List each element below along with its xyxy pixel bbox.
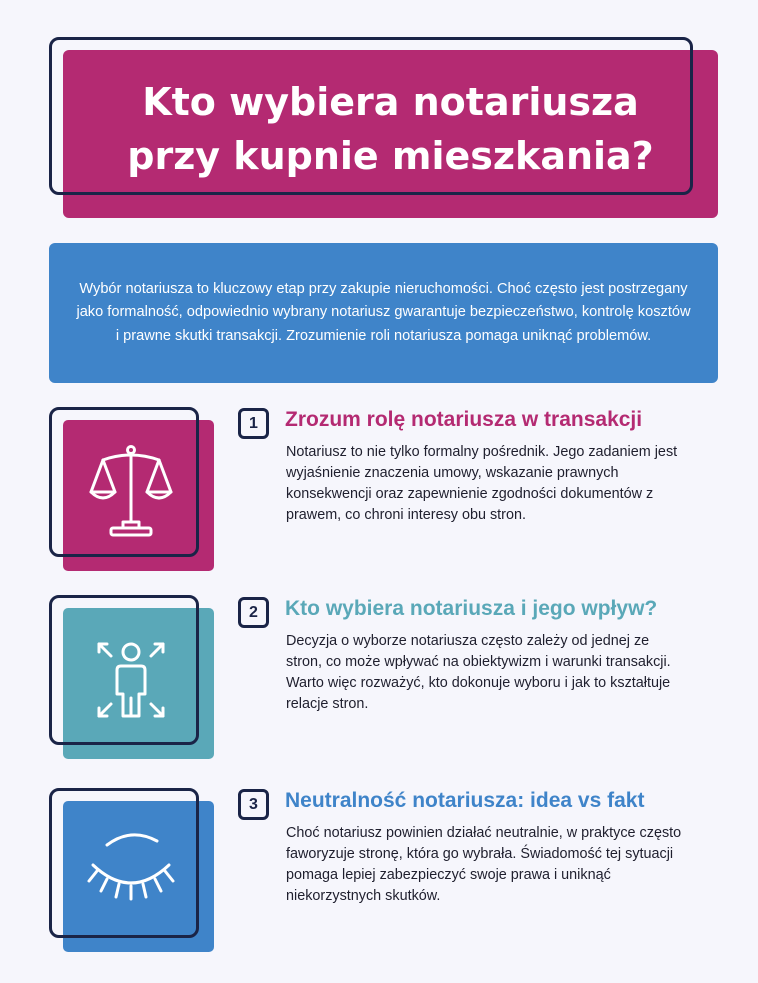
step-2-body-line: stron, co może wpływać na obiektywizm i warunki transakcji. [286, 654, 671, 670]
page-title-line-2: przy kupnie mieszkania? [127, 134, 654, 178]
step-2-body-line: Decyzja o wyborze notariusza często zależy od jednej ze [286, 633, 650, 649]
step-1-title: Zrozum rolę notariusza w transakcji [285, 408, 643, 431]
page-title [63, 50, 718, 218]
step-3-tile [49, 788, 214, 953]
intro-text: Wybór notariusza to kluczowy etap przy zakupie nieruchomości. Choć często jest postrzegany jako formalność, odpowiednio wybrany notariusz gwarantuje bezpieczeństwo, kontrolę kosztów i prawne skutki transakcji. Zrozumienie roli notariusza pomaga uniknąć problemów. [76, 280, 691, 344]
title-card [49, 37, 719, 219]
step-2-number: 2 [238, 597, 269, 628]
page-title-line-1: Kto wybiera notariusza [142, 80, 639, 124]
step-3-body-line: Choć notariusz powinien działać neutralnie, w praktyce często [286, 825, 682, 841]
intro-box [49, 243, 718, 383]
person-arrows-icon [63, 608, 214, 759]
scales-icon [63, 420, 214, 571]
step-2-body-line: Warto więc rozważyć, kto dokonuje wyboru i jak to kształtuje [286, 675, 671, 691]
step-3-body-line: faworyzuje stronę, która go wybrała. Świadomość tej sytuacji [286, 846, 674, 862]
closed-eye-icon [63, 801, 214, 952]
step-1-body-line: Notariusz to nie tylko formalny pośrednik. Jego zadaniem jest [286, 444, 678, 460]
step-3-body-line: niekorzystnych skutków. [286, 888, 441, 904]
step-1-body-line: konsekwencji oraz zapewnienie zgodności dokumentów z [286, 486, 654, 502]
step-3-body [286, 823, 716, 907]
step-2-body [286, 631, 716, 715]
step-1-body-line: prawem, co chroni interesy obu stron. [286, 507, 526, 523]
step-1-body-line: wyjaśnienie znaczenia umowy, wskazanie prawnych [286, 465, 619, 481]
step-1-number: 1 [238, 408, 269, 439]
step-3-title: Neutralność notariusza: idea vs fakt [285, 789, 645, 812]
step-2-tile [49, 595, 214, 760]
step-2-body-line: relacje stron. [286, 696, 369, 712]
step-2-title: Kto wybiera notariusza i jego wpływ? [285, 597, 658, 620]
step-3-number: 3 [238, 789, 269, 820]
step-3-body-line: pomaga lepiej zabezpieczyć swoje prawa i uniknąć [286, 867, 611, 883]
step-1-tile [49, 407, 214, 572]
step-1-body [286, 442, 716, 526]
